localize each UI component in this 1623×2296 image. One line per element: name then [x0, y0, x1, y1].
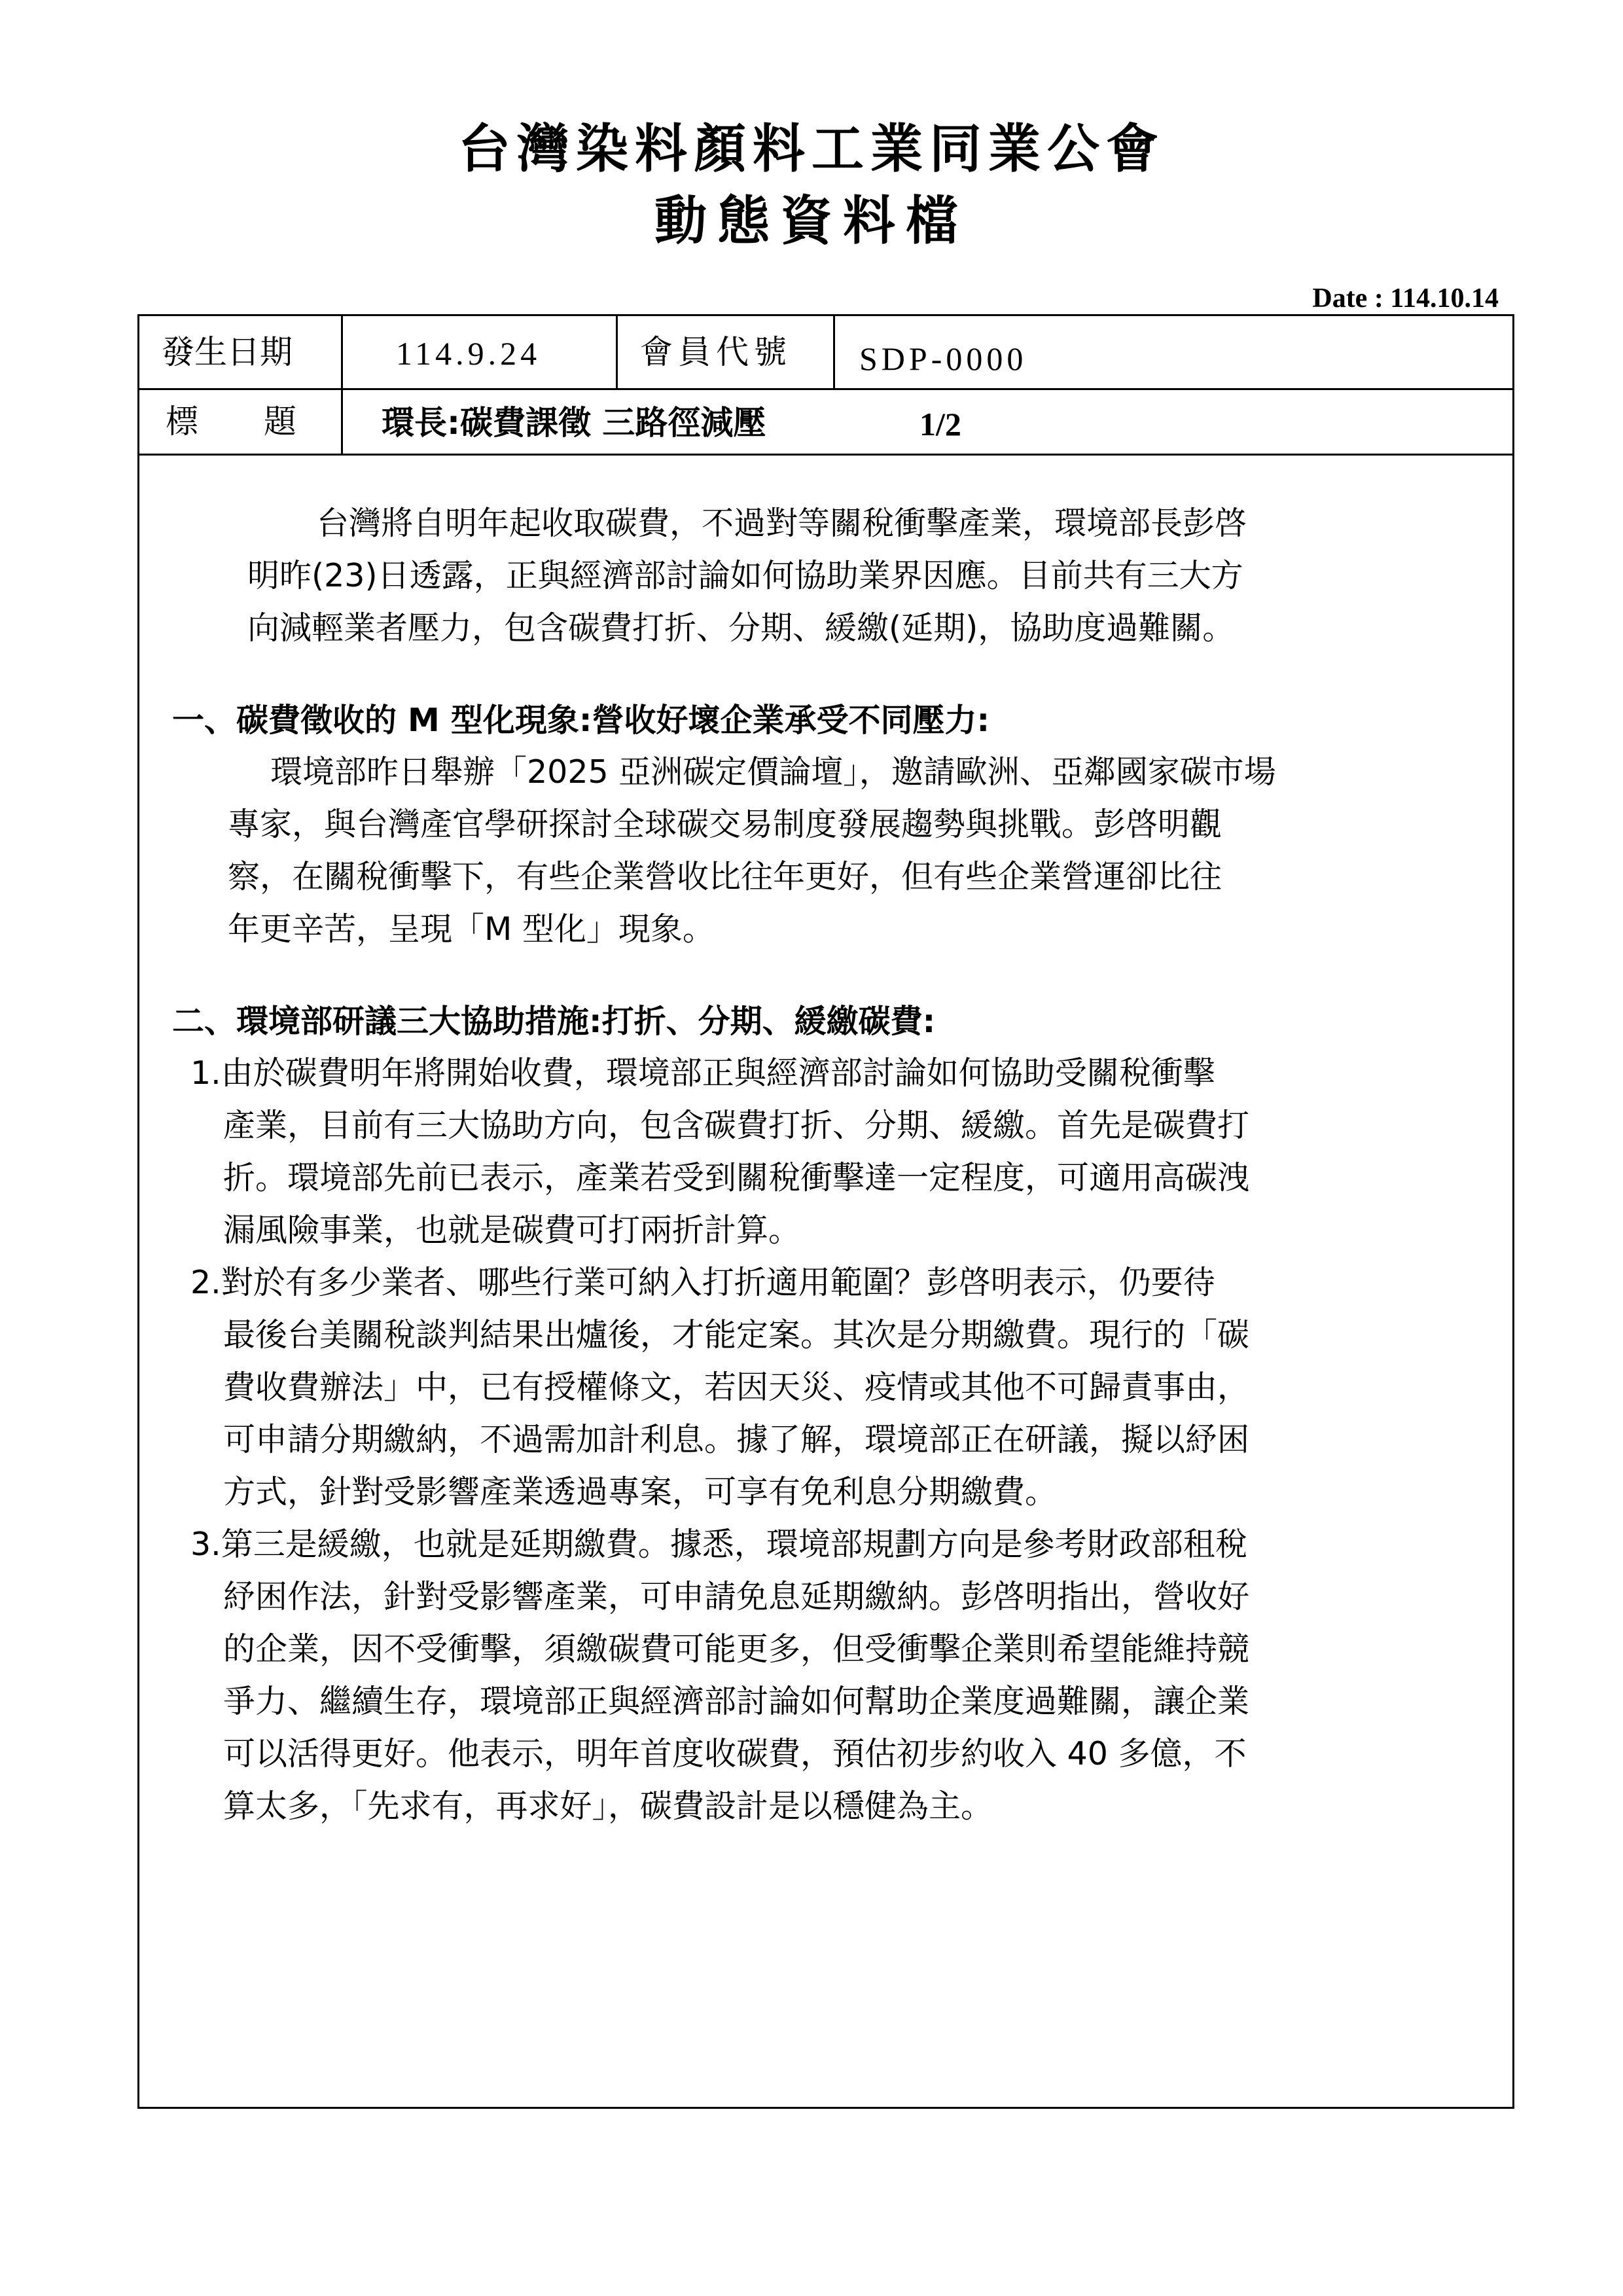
list-item-line: 2.對於有多少業者、哪些行業可納入打折適用範圍？彭啓明表示，仍要待 — [190, 1264, 1215, 1301]
table-row-divider — [139, 388, 1512, 390]
intro-line: 向減輕業者壓力，包含碳費打折、分期、緩繳(延期)，協助度過難關。 — [247, 609, 1235, 647]
section-heading: 一、碳費徵收的 M 型化現象:營收好壞企業承受不同壓力: — [172, 702, 990, 739]
page-indicator: 1/2 — [919, 406, 961, 442]
member-value: SDP-0000 — [859, 340, 1027, 377]
list-item-line: 漏風險事業，也就是碳費可打兩折計算。 — [223, 1211, 801, 1249]
intro-line: 台灣將自明年起收取碳費，不過對等關稅衝擊產業，環境部長彭啓 — [285, 505, 1247, 542]
list-item-line: 爭力、繼續生存，環境部正與經濟部討論如何幫助企業度過難關，讓企業 — [223, 1683, 1250, 1720]
document-subtitle: 動態資料檔 — [654, 190, 969, 251]
intro-line: 明昨(23)日透露，正與經濟部討論如何協助業界因應。目前共有三大方 — [247, 557, 1243, 594]
list-item-line: 費收費辦法」中，已有授權條文，若因天災、疫情或其他不可歸責事由， — [223, 1369, 1250, 1406]
subject-value: 環長:碳費課徵 三路徑減壓 — [382, 404, 766, 442]
table-col-divider — [341, 316, 343, 454]
list-item-line: 折。環境部先前已表示，產業若受到關稅衝擊達一定程度，可適用高碳洩 — [223, 1159, 1250, 1196]
section-line: 環境部昨日舉辦「2025 亞洲碳定價論壇」，邀請歐洲、亞鄰國家碳市場 — [270, 753, 1276, 791]
list-item-line: 可申請分期繳納，不過需加計利息。據了解，環境部正在研議，擬以紓困 — [223, 1421, 1250, 1458]
list-item-line: 1.由於碳費明年將開始收費，環境部正與經濟部討論如何協助受關稅衝擊 — [190, 1054, 1215, 1092]
list-item-line: 3.第三是緩繳，也就是延期繳費。據悉，環境部規劃方向是參考財政部租稅 — [190, 1526, 1247, 1563]
table-col-divider — [616, 316, 618, 388]
document-title: 台灣染料顏料工業同業公會 — [458, 118, 1165, 179]
date-value: 114.9.24 — [396, 335, 541, 372]
member-label: 會員代號 — [640, 333, 792, 371]
list-item-line: 的企業，因不受衝擊，須繳碳費可能更多，但受衝擊企業則希望能維持競 — [223, 1630, 1250, 1668]
section-heading: 二、環境部研議三大協助措施:打折、分期、緩繳碳費: — [172, 1003, 936, 1040]
date-label: 發生日期 — [162, 333, 293, 371]
list-item-line: 可以活得更好。他表示，明年首度收碳費，預估初步約收入 40 多億，不 — [223, 1735, 1247, 1772]
table-col-divider — [833, 316, 835, 388]
section-line: 察，在關稅衝擊下，有些企業營收比往年更好，但有些企業營運卻比往 — [228, 858, 1222, 895]
document-frame — [137, 314, 1514, 2109]
document-date: Date : 114.10.14 — [1312, 283, 1499, 314]
list-item-line: 產業，目前有三大協助方向，包含碳費打折、分期、緩繳。首先是碳費打 — [223, 1107, 1250, 1144]
section-line: 專家，與台灣產官學研探討全球碳交易制度發展趨勢與挑戰。彭啓明觀 — [228, 806, 1222, 843]
table-bottom-divider — [139, 454, 1512, 456]
section-line: 年更辛苦，呈現「M 型化」現象。 — [228, 910, 715, 948]
list-item-line: 方式，針對受影響產業透過專案，可享有免利息分期繳費。 — [223, 1473, 1058, 1511]
list-item-line: 最後台美關稅談判結果出爐後，才能定案。其次是分期繳費。現行的「碳 — [223, 1316, 1250, 1354]
list-item-line: 紓困作法，針對受影響產業，可申請免息延期繳納。彭啓明指出，營收好 — [223, 1578, 1250, 1615]
list-item-line: 算太多，「先求有，再求好」，碳費設計是以穩健為主。 — [223, 1787, 993, 1825]
subject-label: 標 題 — [166, 403, 296, 440]
